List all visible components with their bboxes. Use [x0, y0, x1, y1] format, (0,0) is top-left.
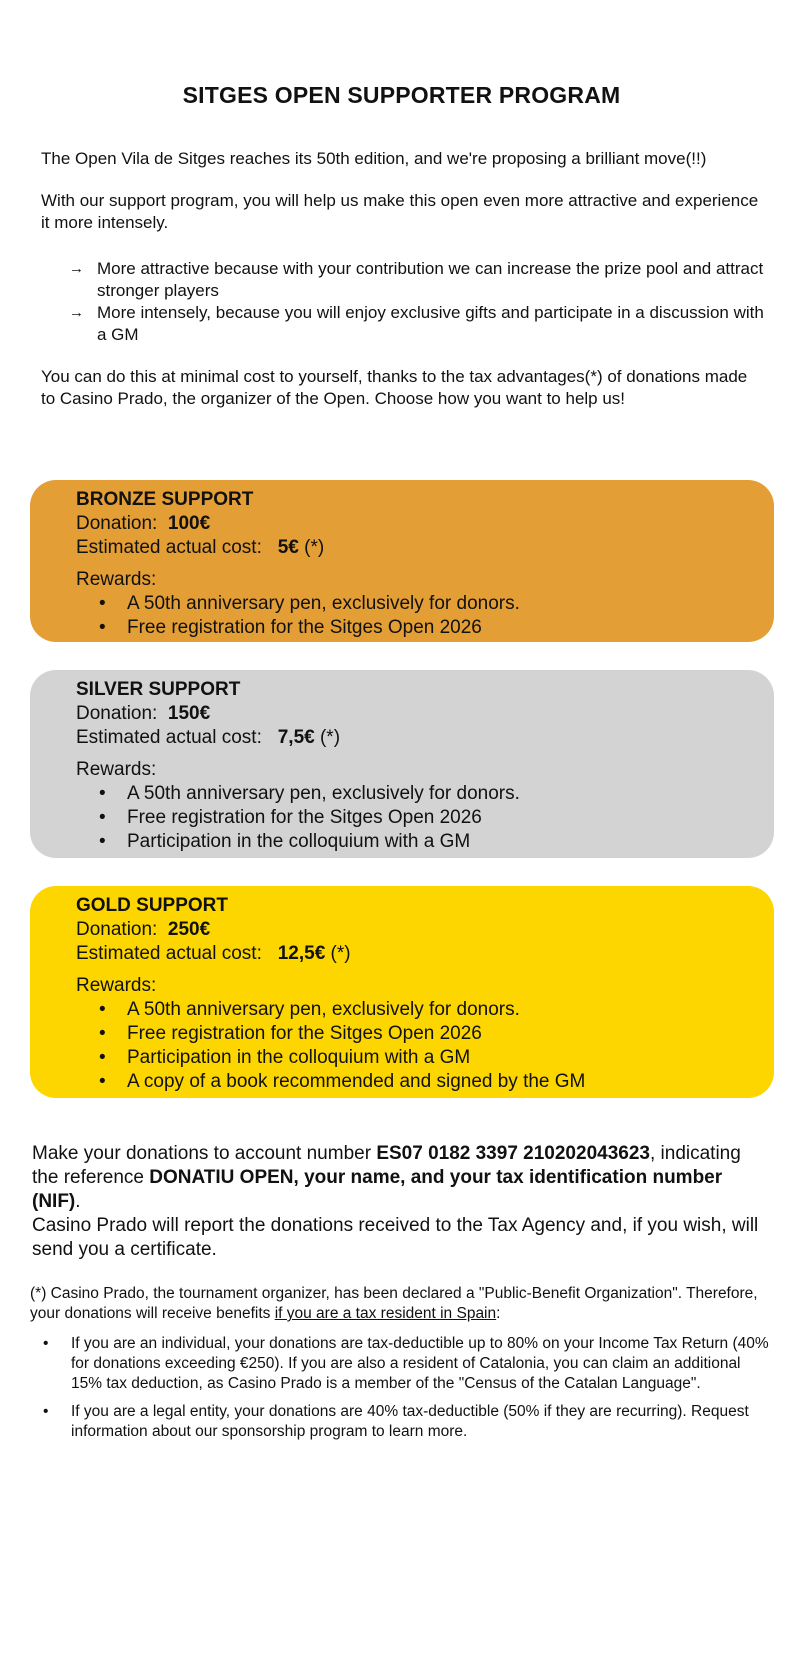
tax-footnote — [30, 1284, 774, 1450]
rewards-label: Rewards: — [76, 975, 157, 996]
reward-item: • Participation in the colloquium with a GM — [99, 1047, 471, 1068]
footnote-item: • If you are an individual, your donations are tax-deductible up to 80% on your Income Tax Return (40% for donations exceeding €250). If you are also a resident of Catalonia, you can claim an additional 15% tax deduction, as Casino Prado is a member of the "Census of the Catalan Language". — [43, 1335, 769, 1392]
reward-item: • A 50th anniversary pen, exclusively for donors. — [99, 999, 520, 1020]
donation-amount: 100€ — [167, 513, 211, 534]
cost-line: Estimated actual cost: 5€ (*) — [76, 537, 325, 558]
tax-resident-condition: if you are a tax resident in Spain — [274, 1305, 497, 1322]
reward-item: • A 50th anniversary pen, exclusively for donors. — [99, 593, 520, 614]
tier-name: SILVER SUPPORT — [76, 679, 241, 700]
intro-paragraph-tax: You can do this at minimal cost to yourself, thanks to the tax advantages(*) of donations made to Casino Prado, the organizer of the Open. Choose how you want to help us! — [41, 367, 748, 408]
reward-item: • Free registration for the Sitges Open 2026 — [99, 617, 482, 638]
rewards-list — [76, 998, 585, 1094]
footnote-list — [30, 1334, 774, 1442]
footnote-item: • If you are a legal entity, your donations are 40% tax-deductible (50% if they are recurring). Request information about our sponsorship program to learn more. — [43, 1403, 749, 1440]
reward-item: • Free registration for the Sitges Open 2026 — [99, 1023, 482, 1044]
tier-name: GOLD SUPPORT — [76, 895, 229, 916]
reward-item: • A 50th anniversary pen, exclusively for donors. — [99, 783, 520, 804]
rewards-label: Rewards: — [76, 759, 157, 780]
rewards-list — [76, 782, 520, 854]
page-title: SITGES OPEN SUPPORTER PROGRAM — [182, 82, 621, 108]
silver-support-card — [30, 670, 774, 858]
footnote-intro: (*) Casino Prado, the tournament organizer, has been declared a "Public-Benefit Organization". Therefore, your donations will receive benefits if you are a tax resident in Spain: — [30, 1285, 758, 1322]
rewards-list — [76, 592, 520, 640]
account-instructions: Make your donations to account number ES07 0182 3397 210202043623, indicating the reference DONATIU OPEN, your name, and your tax identification number (NIF). Casino Prado will report the donations received to the Tax Agency and, if you wish, will send you a certificate. — [32, 1143, 759, 1260]
reward-item: • Participation in the colloquium with a GM — [99, 831, 471, 852]
donation-line: Donation: 100€ — [76, 513, 211, 534]
intro-paragraph-edition: The Open Vila de Sitges reaches its 50th edition, and we're proposing a brilliant move(!!) — [41, 149, 707, 168]
reward-item: • A copy of a book recommended and signed by the GM — [99, 1071, 586, 1092]
donation-amount: 150€ — [167, 703, 211, 724]
cost-line: Estimated actual cost: 12,5€ (*) — [76, 943, 351, 964]
cost-amount: 7,5€ — [277, 727, 315, 748]
arrow-right-icon: → — [69, 260, 84, 277]
intro-paragraph-support: With our support program, you will help us make this open even more attractive and experience it more intensely. — [41, 191, 759, 232]
cost-line: Estimated actual cost: 7,5€ (*) — [76, 727, 341, 748]
reward-item: • Free registration for the Sitges Open 2026 — [99, 807, 482, 828]
donation-line: Donation: 150€ — [76, 703, 211, 724]
gold-support-card — [30, 886, 774, 1098]
donation-amount: 250€ — [167, 919, 211, 940]
certificate-note: Casino Prado will report the donations received to the Tax Agency and, if you wish, will send you a certificate. — [32, 1215, 759, 1260]
donation-reference: DONATIU OPEN, your name, and your tax identification number (NIF) — [32, 1167, 723, 1212]
cost-amount: 12,5€ — [277, 943, 326, 964]
donation-line: Donation: 250€ — [76, 919, 211, 940]
benefit-points — [69, 258, 769, 346]
rewards-label: Rewards: — [76, 569, 157, 590]
benefit-point: → More attractive because with your contribution we can increase the prize pool and attract stronger players — [69, 259, 764, 300]
tier-name: BRONZE SUPPORT — [76, 489, 254, 510]
bronze-support-card — [30, 480, 774, 642]
account-number: ES07 0182 3397 210202043623 — [376, 1143, 650, 1164]
benefit-point: → More intensely, because you will enjoy exclusive gifts and participate in a discussion with a GM — [69, 303, 764, 344]
arrow-right-icon: → — [69, 304, 84, 321]
cost-amount: 5€ — [277, 537, 299, 558]
